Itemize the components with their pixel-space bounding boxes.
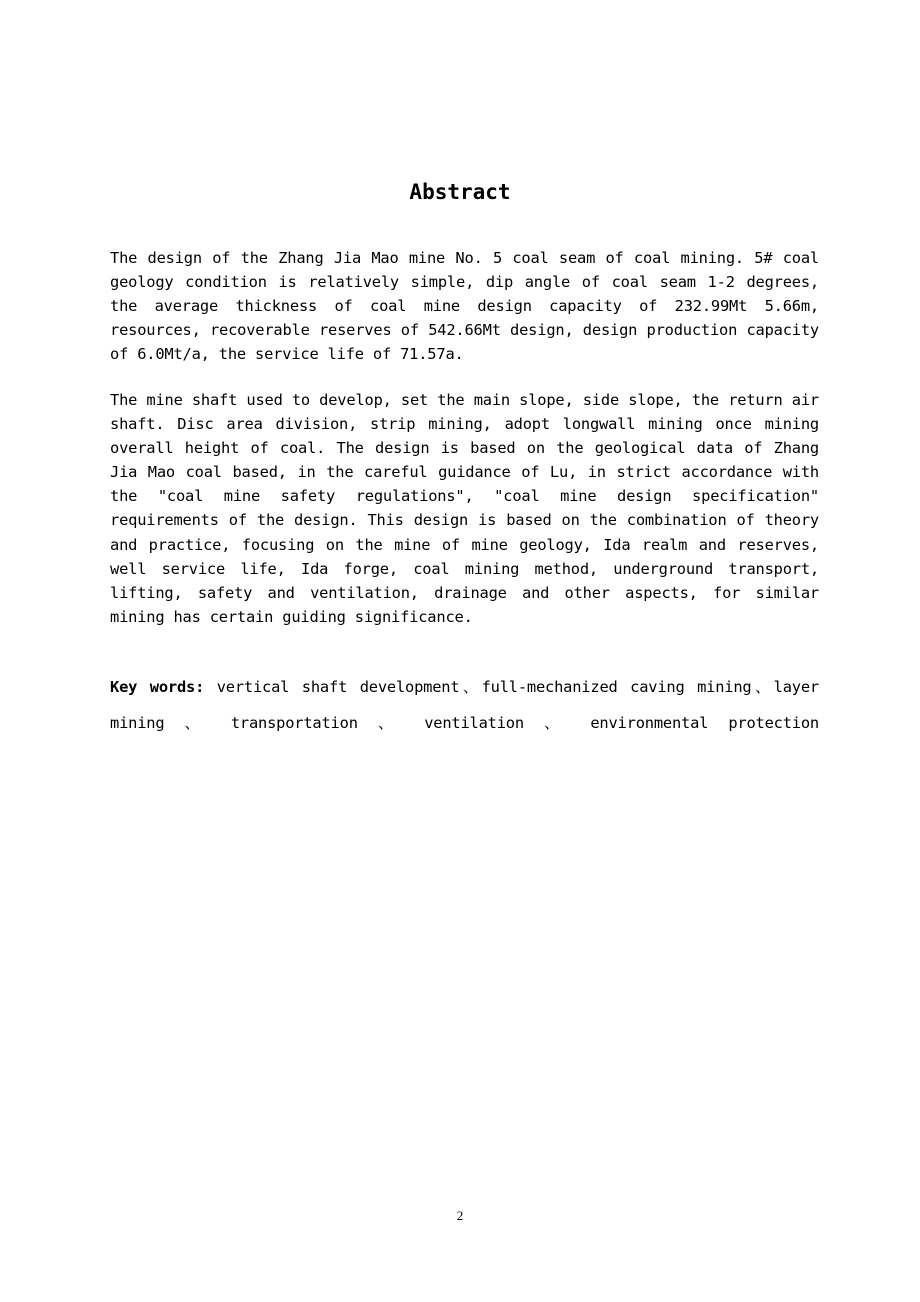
keywords-line (110, 669, 819, 741)
abstract-paragraph-2: The mine shaft used to develop, set the main slope, side slope, the return air shaft. Disc area division, strip mining, adopt longwall mining once mining overall height of coal. The design is based on the geological data of Zhang Jia Mao coal based, in the careful guidance of Lu, in strict accordance with the "coal mine safety regulations", "coal mine design specification" requirements of the design. This design is based on the combination of theory and practice, focusing on the mine of mine geology, Ida realm and reserves, well service life, Ida forge, coal mining method, underground transport, lifting, safety and ventilation, drainage and other aspects, for similar mining has certain guiding significance. (110, 391, 819, 626)
abstract-paragraph-1: The design of the Zhang Jia Mao mine No. 5 coal seam of coal mining. 5# coal geology condition is relatively simple, dip angle of coal seam 1-2 degrees, the average thickness of coal mine design capacity of 232.99Mt 5.66m, resources, recoverable reserves of 542.66Mt design, design production capacity of 6.0Mt/a, the service life of 71.57a. (110, 249, 819, 364)
keywords-text: vertical shaft development、full-mechanized caving mining、layer mining 、 transportation 、 ventilation 、 environmental protection (110, 678, 819, 732)
abstract-title: Abstract (409, 180, 511, 204)
keywords-label: Key words: (110, 678, 205, 696)
page-number: 2 (456, 1208, 464, 1223)
